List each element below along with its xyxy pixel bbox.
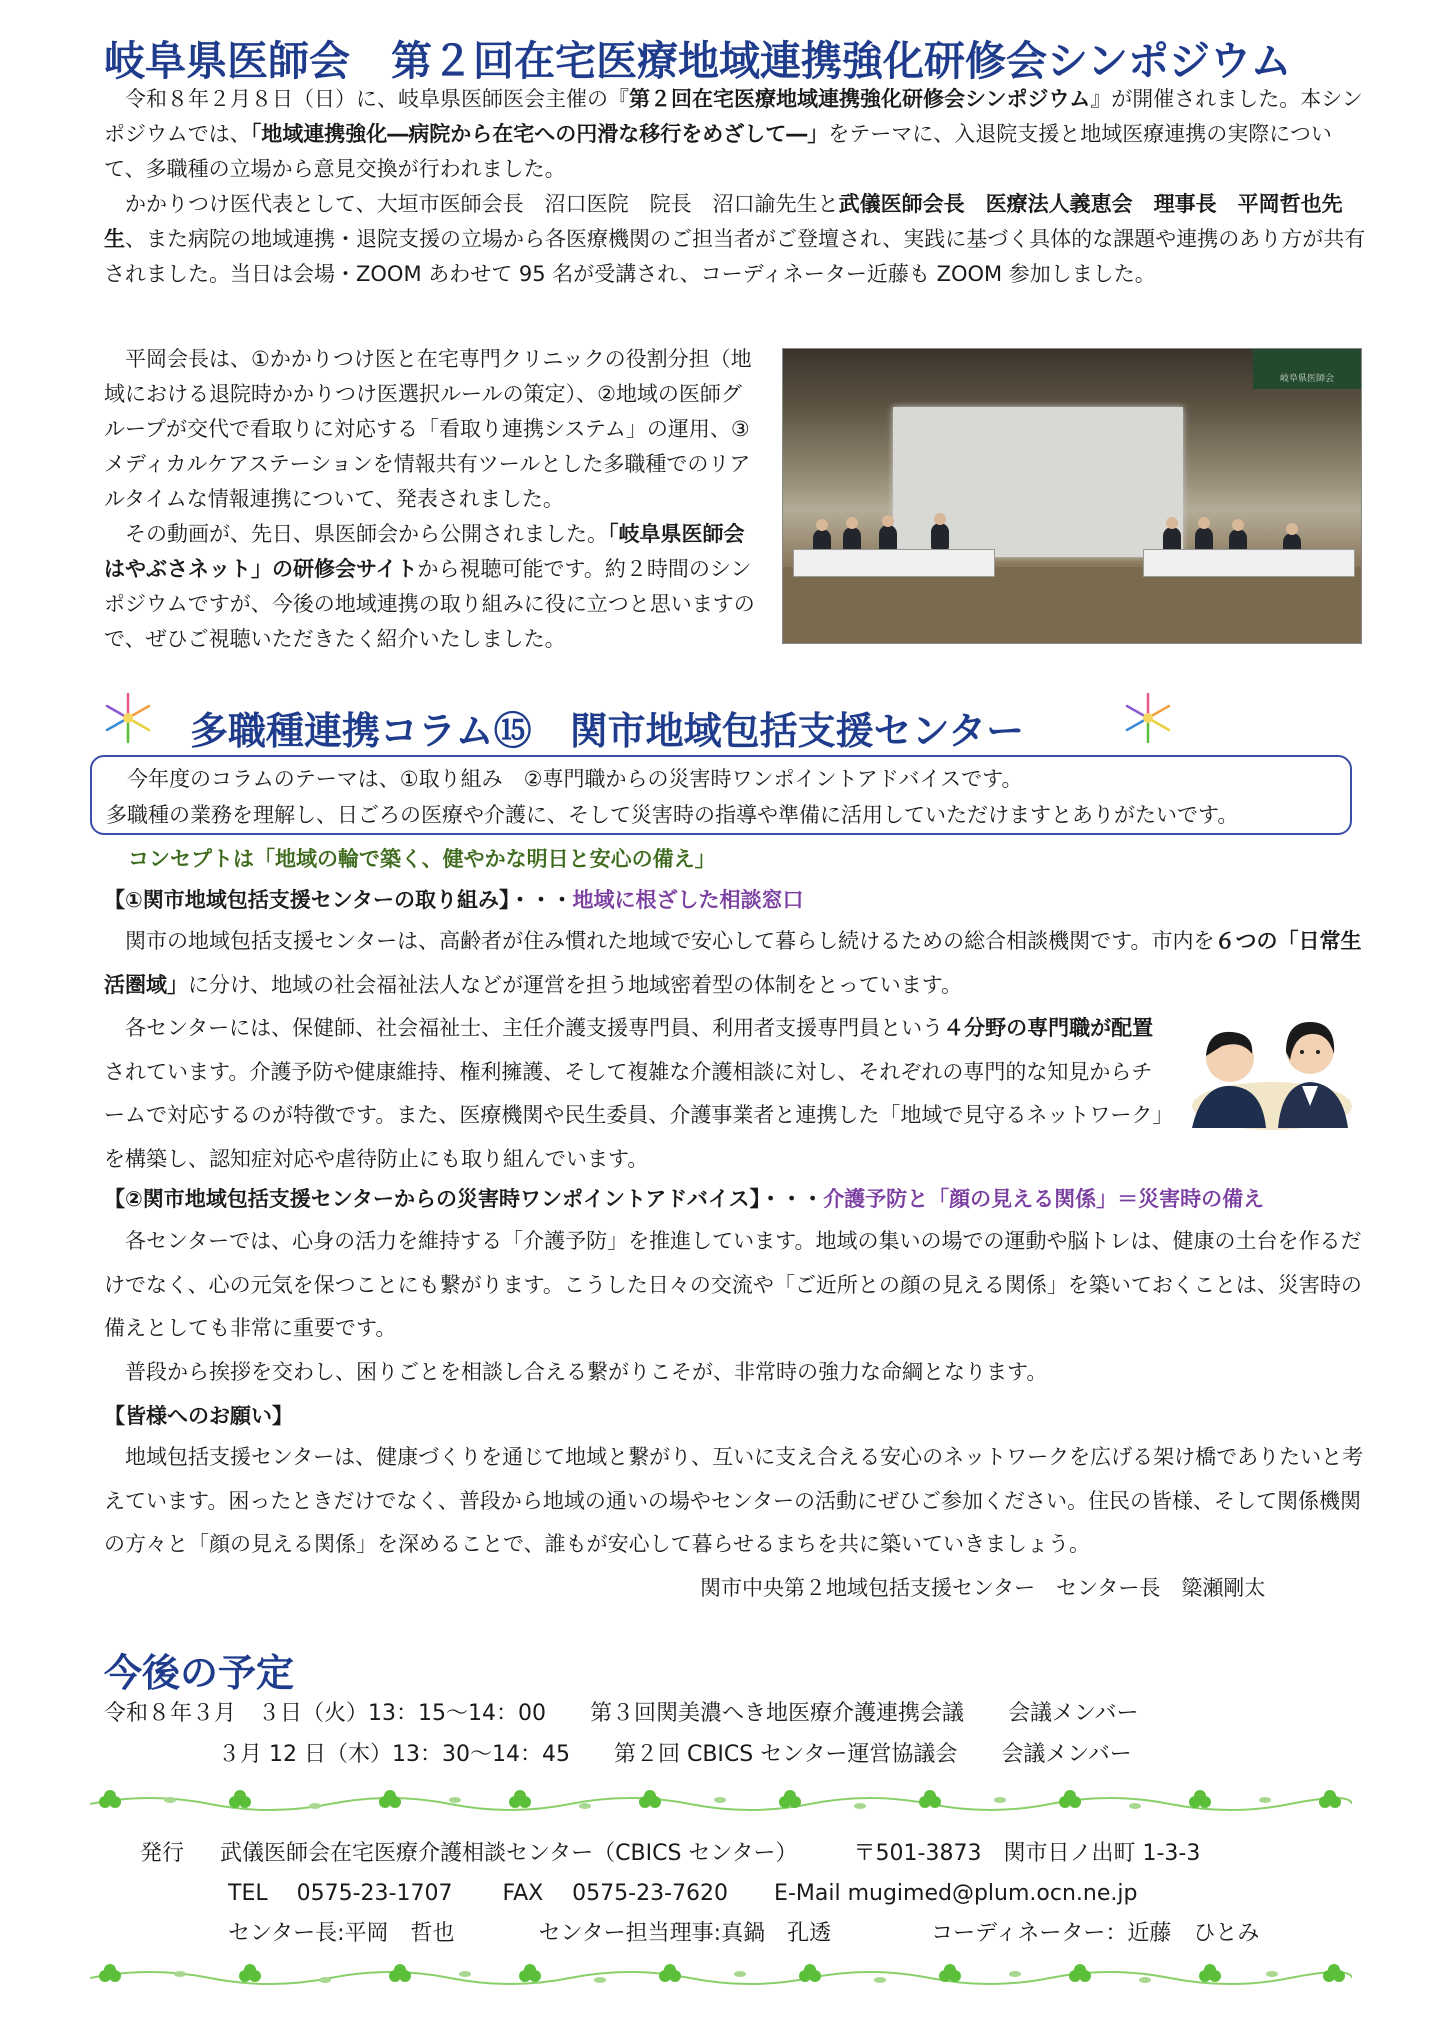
consultation-illustration (1182, 988, 1362, 1136)
desk (793, 549, 995, 577)
fax: FAX 0575-23-7620 (502, 1881, 729, 1906)
section-heading: 【皆様へのお願い】 (104, 1404, 293, 1428)
intro-line: 多職種の業務を理解し、日ごろの医療や介護に、そして災害時の指導や準備に活用していただけますとありがたいです。 (106, 803, 1239, 827)
panelist-head (846, 517, 858, 529)
section1-text-2 (104, 1007, 1170, 1181)
intro-line: 今年度のコラムのテーマは、①取り組み ②専門職からの災害時ワンポイントアドバイスです。 (127, 767, 1023, 791)
panelist (931, 523, 949, 549)
panelist-head (1198, 517, 1210, 529)
stage (783, 567, 1361, 643)
banner-text: 岐阜県医師会 (1279, 374, 1334, 384)
panelist-head (882, 515, 894, 527)
footer-contact (228, 1876, 1137, 1907)
section2-text (104, 1220, 1366, 1394)
panelist-head (934, 513, 946, 525)
column-signature: 関市中央第２地域包括支援センター センター長 簗瀬剛太 (700, 1576, 1266, 1600)
paragraph: 地域包括支援センターは、健康づくりを通じて地域と繋がり、互いに支え合える安心のネットワークを広げる架け橋でありたいと考えています。困ったときだけでなく、普段から地域の通いの場やセンターの活動にぜひご参加ください。住民の皆様、そして関係機関の方々と「顔の見える関係」を深めることで、誰もが安心して暮らせるまちを共に築いていきましょう。 (104, 1445, 1364, 1556)
footer-staff (228, 1916, 1259, 1947)
paragraph: かかりつけ医代表として、大垣市医師会長 沼口医院 院長 沼口諭先生と武儀医師会長 医療法人義恵会 理事長 平岡哲也先生、また病院の地域連携・退院支援の立場から各医療機関のご担当者がご登壇され、実践に基づく具体的な課題や連携のあり方が共有されました。当日は会場・ZOOM あわせて 95 名が受講され、コーディネーター近藤も ZOOM 参加しました。 (104, 192, 1366, 286)
symposium-photo (782, 348, 1362, 644)
page-title: 岐阜県医師会 第２回在宅医療地域連携強化研修会シンポジウム (104, 37, 1292, 85)
chief: センター長:平岡 哲也 (228, 1921, 455, 1946)
snowflake-icon (1120, 690, 1176, 746)
symposium-intro (104, 82, 1366, 292)
column-title: 多職種連携コラム⑮ 関市地域包括支援センター (190, 709, 1025, 753)
paragraph: その動画が、先日、県医師会から公開されました。「岐阜県医師会 はやぶさネット」の研修会サイトから視聴可能です。約２時間のシンポジウムですが、今後の地域連携の取り組みに役に立つと思いますので、ぜひご視聴いただきたく紹介いたしました。 (104, 522, 766, 651)
address: 〒501-3873 関市日ノ出町 1-3-3 (853, 1841, 1201, 1866)
snowflake-icon (100, 690, 156, 746)
clover-vine-decoration (90, 1958, 1352, 1994)
section-heading: 【②関市地域包括支援センターからの災害時ワンポイントアドバイス】・・・介護予防と「顔の見える関係」＝災害時の備え (104, 1187, 1265, 1211)
panelist-head (816, 519, 828, 531)
paragraph: 平岡会長は、①かかりつけ医と在宅専門クリニックの役割分担（地域における退院時かかりつけ医選択ルールの策定）、②地域の医師グループが交代で看取りに対応する「看取り連携システム」の運用、③メディカルケアステーションを情報共有ツールとした多職種でのリアルタイムな情報連携について、発表されました。 (104, 347, 752, 511)
schedule-title: 今後の予定 (104, 1651, 295, 1695)
paragraph: 関市の地域包括支援センターは、高齢者が住み慣れた地域で安心して暮らし続けるための総合相談機関です。市内を６つの「日常生活圏域」に分け、地域の社会福祉法人などが運営を担う地域密着型の体制をとっています。 (104, 929, 1362, 997)
panelist-head (1286, 523, 1298, 535)
paragraph: 各センターには、保健師、社会福祉士、主任介護支援専門員、利用者支援専門員という４分野の専門職が配置されています。介護予防や健康維持、権利擁護、そして複雑な介護相談に対し、それぞれの専門的な知見からチームで対応するのが特徴です。また、医療機関や民生委員、介護事業者と連携した「地域で見守るネットワーク」を構築し、認知症対応や虐待防止にも取り組んでいます。 (104, 1016, 1163, 1171)
column-intro-box (90, 755, 1352, 835)
email[interactable]: E-Mail mugimed@plum.ocn.ne.jp (774, 1881, 1138, 1906)
section1-text (104, 920, 1366, 1007)
tel: TEL 0575-23-1707 (228, 1881, 453, 1906)
footer-issuer (140, 1836, 1200, 1867)
concept-text: コンセプトは「地域の輪で築く、健やかな明日と安心の備え」 (128, 847, 716, 871)
desk (1143, 549, 1355, 577)
section-heading: 【①関市地域包括支援センターの取り組み】・・・地域に根ざした相談窓口 (104, 888, 804, 912)
schedule-row: 令和８年３月 ３日（火）13：15～14：00 第３回関美濃へき地医療介護連携会議 会議メンバー (104, 1701, 1139, 1726)
paragraph: 令和８年２月８日（日）に、岐阜県医師医会主催の『第２回在宅医療地域連携強化研修会シンポジウム』が開催されました。本シンポジウムでは、「地域連携強化―病院から在宅への円滑な移行をめざして―」をテーマに、入退院支援と地域医療連携の実際について、多職種の立場から意見交換が行われました。 (104, 87, 1363, 181)
director: センター担当理事:真鍋 孔透 (538, 1921, 832, 1946)
panelist (879, 525, 897, 551)
schedule-row: ３月 12 日（木）13：30～14：45 第２回 CBICS センター運営協議会 会議メンバー (218, 1742, 1132, 1767)
issuer-label: 発行 (140, 1841, 185, 1866)
clover-vine-decoration (90, 1784, 1352, 1820)
paragraph: 普段から挨拶を交わし、困りごとを相談し合える繋がりこそが、非常時の強力な命綱となります。 (125, 1359, 1048, 1384)
symposium-details (104, 342, 766, 657)
coordinator: コーディネーター：近藤 ひとみ (931, 1921, 1260, 1946)
issuer-name: 武儀医師会在宅医療介護相談センター（CBICS センター） (220, 1841, 798, 1866)
section3-text (104, 1436, 1366, 1567)
panelist-head (1232, 519, 1244, 531)
panelist-head (1166, 517, 1178, 529)
paragraph: 各センターでは、心身の活力を維持する「介護予防」を推進しています。地域の集いの場での運動や脳トレは、健康の土台を作るだけでなく、心の元気を保つことにも繋がります。こうした日々の交流や「ご近所との顔の見える関係」を築いておくことは、災害時の備えとしても非常に重要です。 (104, 1229, 1362, 1340)
